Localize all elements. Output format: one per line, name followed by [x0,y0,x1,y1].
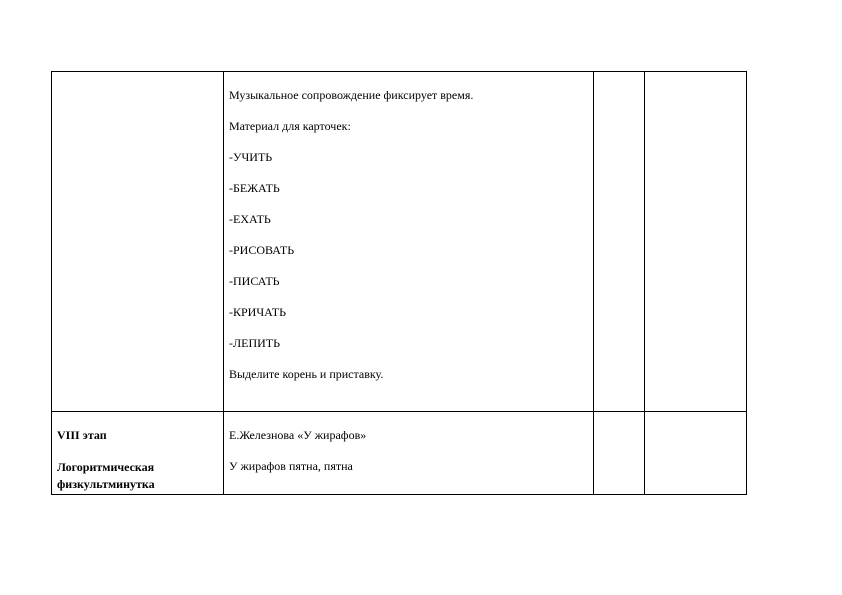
stage-title-line: физкультминутка [57,477,155,491]
content-line: -УЧИТЬ [229,150,273,164]
stage-cell [52,412,224,495]
empty-cell [594,412,645,495]
content-line: -КРИЧАТЬ [229,305,286,319]
table-row [52,72,747,412]
lesson-plan-table [51,71,747,495]
content-line: -БЕЖАТЬ [229,181,280,195]
content-line: -ЕХАТЬ [229,212,271,226]
empty-cell [594,72,645,412]
content-cell [224,72,594,412]
content-line: Выделите корень и приставку. [229,367,384,381]
content-line: Материал для карточек: [229,119,351,133]
empty-cell [645,72,747,412]
content-line: Музыкальное сопровождение фиксирует время. [229,88,474,102]
stage-title-line: Логоритмическая [57,460,155,474]
empty-cell [645,412,747,495]
content-line: У жирафов пятна, пятна [229,459,353,473]
table-row [52,412,747,495]
content-cell [224,412,594,495]
stage-cell [52,72,224,412]
content-line: -ЛЕПИТЬ [229,336,281,350]
content-line: -РИСОВАТЬ [229,243,295,257]
stage-number: VIII этап [57,428,107,442]
content-line: -ПИСАТЬ [229,274,280,288]
content-line: Е.Железнова «У жирафов» [229,428,367,442]
